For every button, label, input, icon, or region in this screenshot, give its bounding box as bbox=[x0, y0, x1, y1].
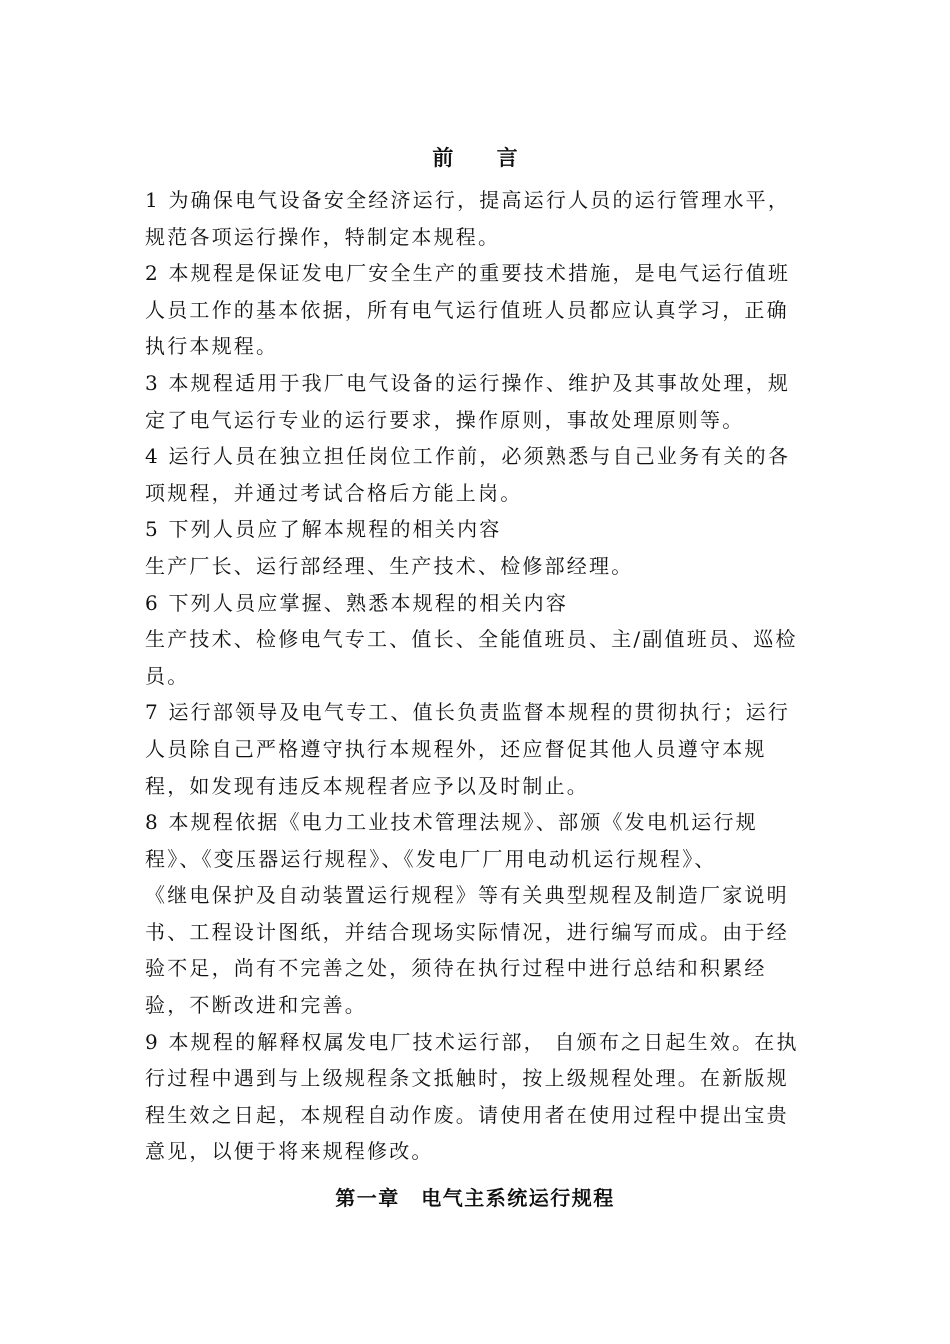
text-line: 项规程，并通过考试合格后方能上岗。 bbox=[145, 480, 523, 505]
text-line: 规范各项运行操作，特制定本规程。 bbox=[145, 224, 501, 249]
chapter-heading: 第一章 电气主系统运行规程 bbox=[335, 1186, 615, 1210]
text-line: 程生效之日起，本规程自动作废。请使用者在使用过程中提出宝贵 bbox=[145, 1102, 789, 1127]
text-line: 9 本规程的解释权属发电厂技术运行部， 自颁布之日起生效。在执 bbox=[145, 1029, 799, 1054]
text-line: 6 下列人员应掌握、熟悉本规程的相关内容 bbox=[145, 590, 569, 615]
text-line: 执行本规程。 bbox=[145, 334, 279, 359]
text-line: 员。 bbox=[145, 663, 190, 688]
text-line: 1 为确保电气设备安全经济运行，提高运行人员的运行管理水平， bbox=[145, 188, 791, 212]
text-line: 程》、《变压器运行规程》、《发电厂厂用电动机运行规程》、 bbox=[145, 846, 717, 871]
text-line: 3 本规程适用于我厂电气设备的运行操作、维护及其事故处理，规 bbox=[145, 370, 791, 395]
text-line: 人员除自己严格遵守执行本规程外，还应督促其他人员遵守本规 bbox=[145, 736, 767, 761]
text-line: 7 运行部领导及电气专工、值长负责监督本规程的贯彻执行；运行 bbox=[145, 700, 791, 725]
text-line: 验不足，尚有不完善之处，须待在执行过程中进行总结和积累经 bbox=[145, 956, 767, 981]
text-line: 8 本规程依据《电力工业技术管理法规》、部颁《发电机运行规 bbox=[145, 810, 758, 835]
text-line: 5 下列人员应了解本规程的相关内容 bbox=[145, 517, 502, 542]
text-line: 生产厂长、运行部经理、生产技术、检修部经理。 bbox=[145, 553, 634, 578]
text-line: 生产技术、检修电气专工、值长、全能值班员、主/副值班员、巡检 bbox=[145, 627, 798, 652]
text-line: 《继电保护及自动装置运行规程》等有关典型规程及制造厂家说明 bbox=[145, 883, 789, 908]
text-line: 程，如发现有违反本规程者应予以及时制止。 bbox=[145, 773, 589, 798]
text-line: 人员工作的基本依据，所有电气运行值班人员都应认真学习，正确 bbox=[145, 297, 789, 322]
text-line: 定了电气运行专业的运行要求，操作原则，事故处理原则等。 bbox=[145, 407, 745, 432]
page-title: 前 言 bbox=[432, 145, 536, 170]
text-line: 验，不断改进和完善。 bbox=[145, 993, 367, 1018]
text-line: 4 运行人员在独立担任岗位工作前，必须熟悉与自己业务有关的各 bbox=[145, 444, 791, 469]
text-line: 2 本规程是保证发电厂安全生产的重要技术措施，是电气运行值班 bbox=[145, 261, 791, 286]
text-line: 书、工程设计图纸，并结合现场实际情况，进行编写而成。由于经 bbox=[145, 919, 789, 944]
text-line: 意见，以便于将来规程修改。 bbox=[145, 1139, 434, 1164]
preface-body bbox=[145, 182, 807, 1170]
text-line: 行过程中遇到与上级规程条文抵触时，按上级规程处理。在新版规 bbox=[145, 1066, 789, 1091]
